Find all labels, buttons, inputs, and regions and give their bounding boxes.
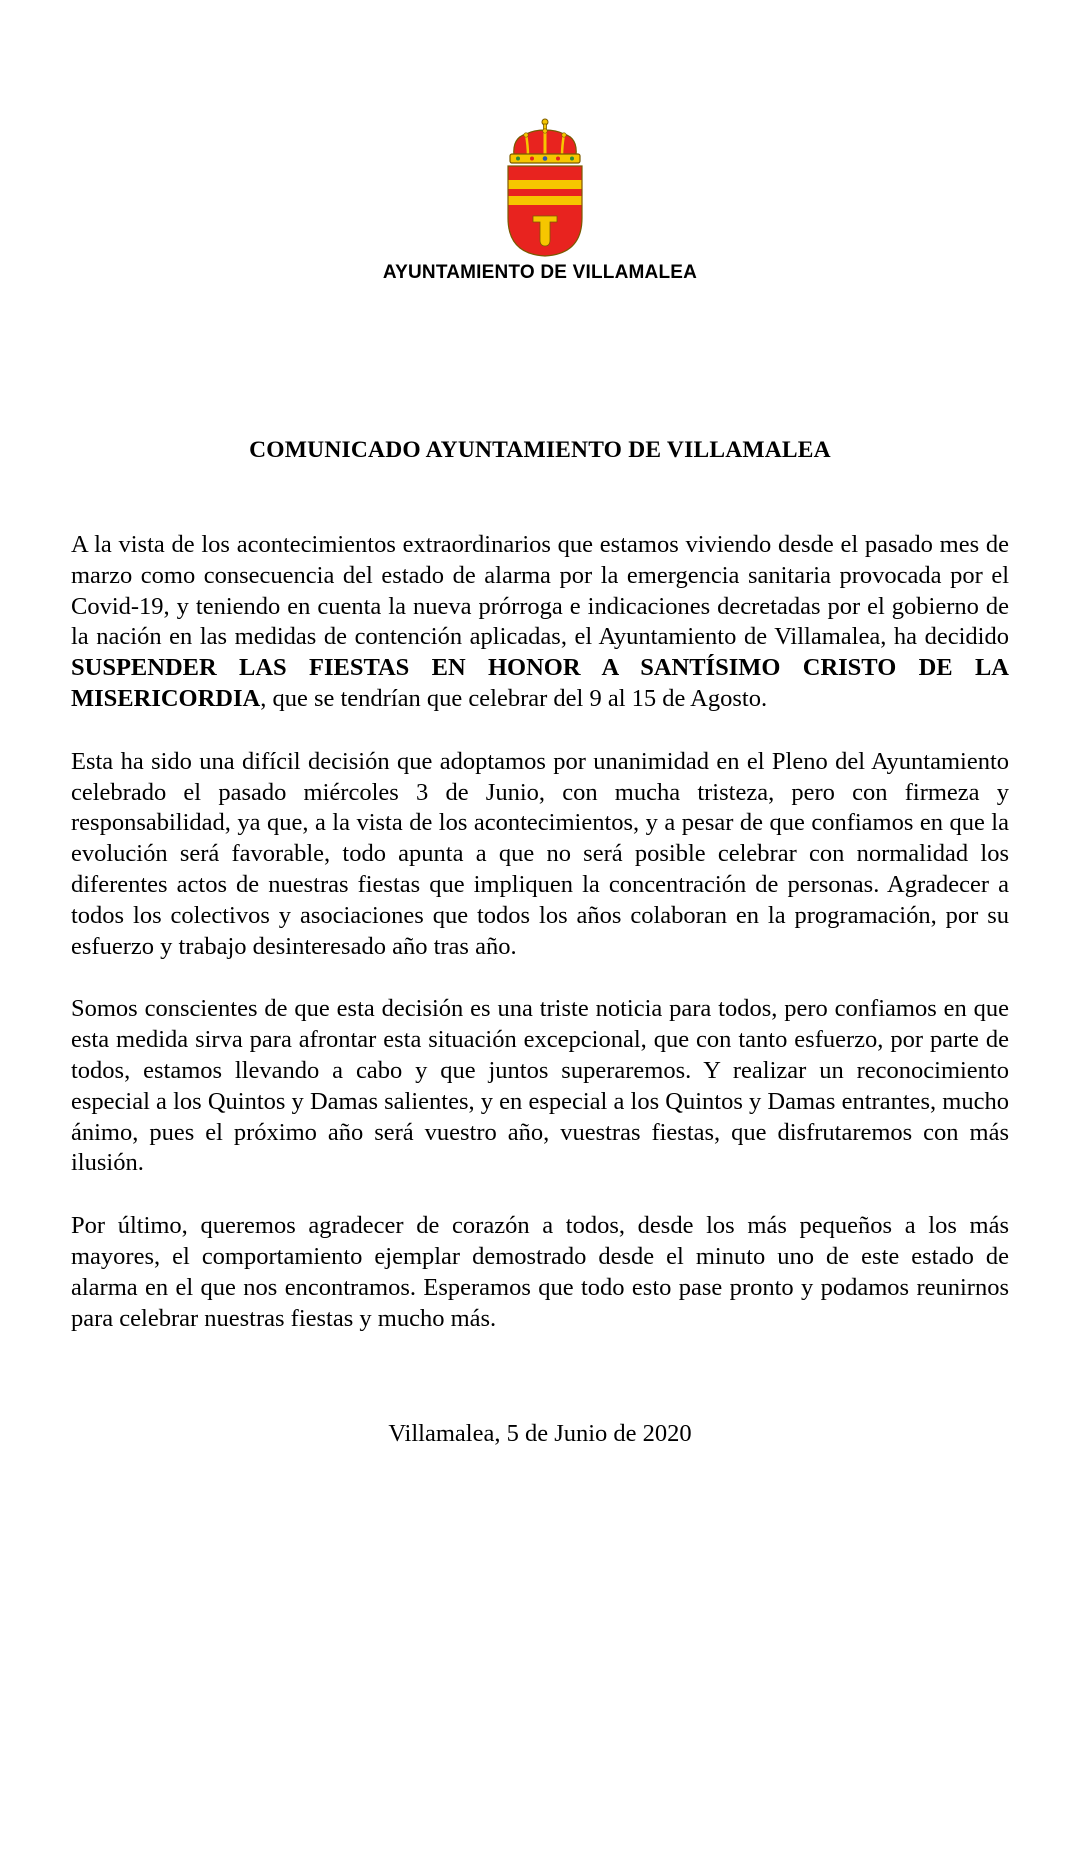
document-title: COMUNICADO AYUNTAMIENTO DE VILLAMALEA xyxy=(249,437,831,463)
organization-name: AYUNTAMIENTO DE VILLAMALEA xyxy=(382,262,698,283)
paragraph-1 xyxy=(71,530,1009,715)
paragraph-3: Somos conscientes de que esta decisión es una triste noticia para todos, pero confiamos en que esta medida sirva para afrontar esta situación excepcional, que con tanto esfuerzo, por parte de todos, estamos llevando a cabo y que juntos superaremos. Y realizar un reconocimiento especial a los Quintos y Damas salientes, y en especial a los Quintos y Damas entrantes, mucho ánimo, pues el próximo año será vuestro año, vuestras fiestas, que disfrutaremos con más ilusión. xyxy=(71,995,1009,1177)
paragraph-1-intro: A la vista de los acontecimientos extraordinarios que estamos viviendo desde el pasado mes de marzo como consecuencia del estado de alarma por la emergencia sanitaria provocada por el Covid-19, y teniendo en cuenta la nueva prórroga e indicaciones decretadas por el gobierno de la nación en las medidas de contención aplicadas, el Ayuntamiento de Villamalea, ha decidido xyxy=(71,531,1009,651)
crown-icon xyxy=(510,119,580,163)
document-body xyxy=(71,530,1009,1334)
signature-date: Villamalea, 5 de Junio de 2020 xyxy=(388,1420,692,1447)
paragraph-1-outro: , que se tendrían que celebrar del 9 al 15 de Agosto. xyxy=(260,684,768,712)
paragraph-4: Por último, queremos agradecer de corazón a todos, desde los más pequeños a los más mayores, el comportamiento ejemplar demostrado desde el minuto uno de este estado de alarma en el que nos encontramos. Esperamos que todo esto pase pronto y podamos reunirnos para celebrar nuestras fiestas y mucho más. xyxy=(71,1212,1009,1332)
paragraph-1-emphasis: SUSPENDER LAS FIESTAS EN HONOR A SANTÍSIMO CRISTO DE LA MISERICORDIA xyxy=(71,654,1009,712)
paragraph-2: Esta ha sido una difícil decisión que adoptamos por unanimidad en el Pleno del Ayuntamiento celebrado el pasado miércoles 3 de Junio, con mucha tristeza, pero con firmeza y responsabilidad, ya que, a la vista de los acontecimientos, y a pesar de que confiamos en que la evolución será favorable, todo apunta a que no será posible celebrar con normalidad los diferentes actos de nuestras fiestas que impliquen la concentración de personas. Agradecer a todos los colectivos y asociaciones que todos los años colaboran en la programación, por su esfuerzo y trabajo desinteresado año tras año. xyxy=(71,747,1009,960)
coat-of-arms-icon xyxy=(504,118,586,258)
shield-icon xyxy=(508,166,582,256)
